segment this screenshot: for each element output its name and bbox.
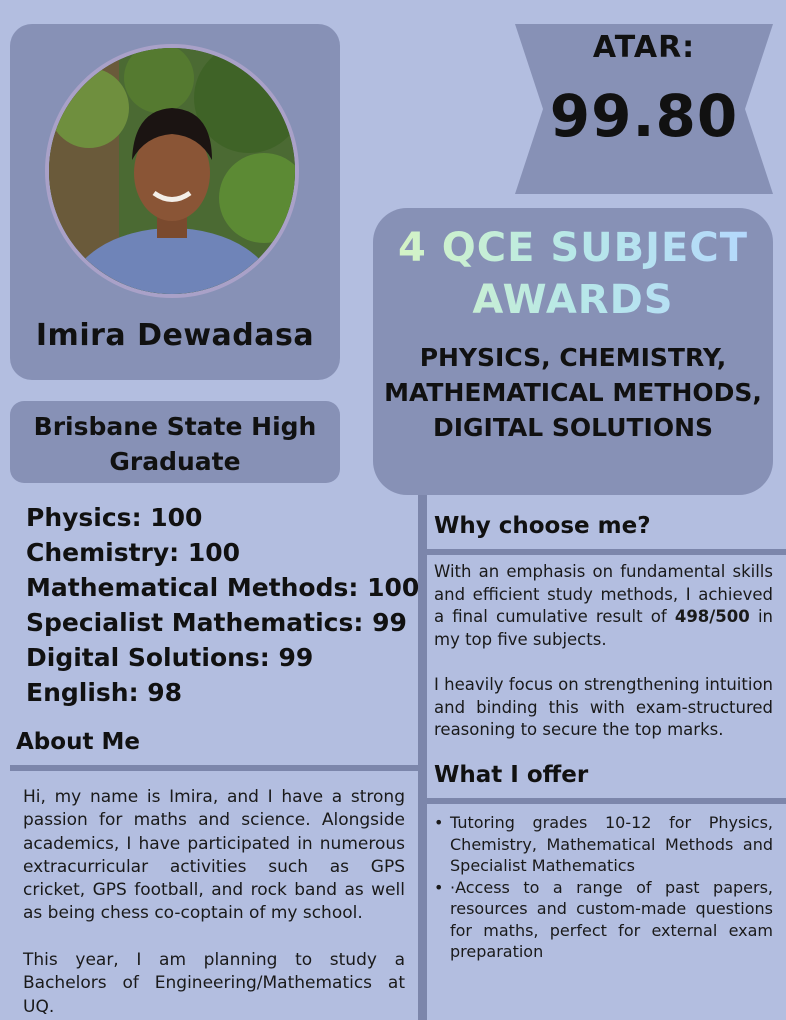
offer-item: • Tutoring grades 10-12 for Physics, Chemistry, Mathematical Methods and Specialist Mathematics <box>434 812 773 877</box>
cumulative-score: 498/500 <box>674 607 750 627</box>
about-heading: About Me <box>16 729 140 755</box>
profile-photo <box>45 44 299 298</box>
awards-title: 4 QCE SUBJECT AWARDS <box>373 222 773 326</box>
about-paragraph-1: Hi, my name is Imira, and I have a strong passion for maths and science. Alongside academics, I have participated in numerous extracurricular activities such as GPS cricket, GPS football, and rock band as well as being chess co-coptain of my school. <box>23 787 405 924</box>
tutor-name: Imira Dewadasa <box>35 318 315 353</box>
awards-subjects: PHYSICS, CHEMISTRY, MATHEMATICAL METHODS, DIGITAL SOLUTIONS <box>384 343 762 442</box>
why-divider <box>427 549 786 555</box>
offer-heading: What I offer <box>434 762 589 788</box>
why-paragraph-1: With an emphasis on fundamental skills and efficient study methods, I achieved a final cumulative result of 498/500 in my top five subjects. <box>434 562 773 649</box>
school-label: Brisbane State High Graduate <box>33 412 317 476</box>
grade-item: Specialist Mathematics: 99 <box>26 608 407 637</box>
grade-item: Digital Solutions: 99 <box>26 643 314 672</box>
grade-item: English: 98 <box>26 678 183 707</box>
offer-list <box>434 812 773 963</box>
atar-label: ATAR: <box>592 30 696 65</box>
column-divider <box>418 495 427 1020</box>
grade-item: Physics: 100 <box>26 503 203 532</box>
about-paragraph-2: This year, I am planning to study a Bachelors of Engineering/Mathematics at UQ. <box>23 950 405 1017</box>
grade-item: Chemistry: 100 <box>26 538 241 567</box>
grade-item: Mathematical Methods: 100 <box>26 573 420 602</box>
atar-score: 99.80 <box>549 82 739 150</box>
offer-divider <box>427 798 786 804</box>
offer-item: • ·Access to a range of past papers, resources and custom-made questions for maths, perfect for external exam preparation <box>434 877 773 963</box>
about-divider <box>10 765 418 771</box>
why-heading: Why choose me? <box>434 513 651 539</box>
why-paragraph-2: I heavily focus on strengthening intuition and binding this with exam-structured reasoning to secure the top marks. <box>434 675 773 740</box>
grades-list <box>26 500 419 710</box>
